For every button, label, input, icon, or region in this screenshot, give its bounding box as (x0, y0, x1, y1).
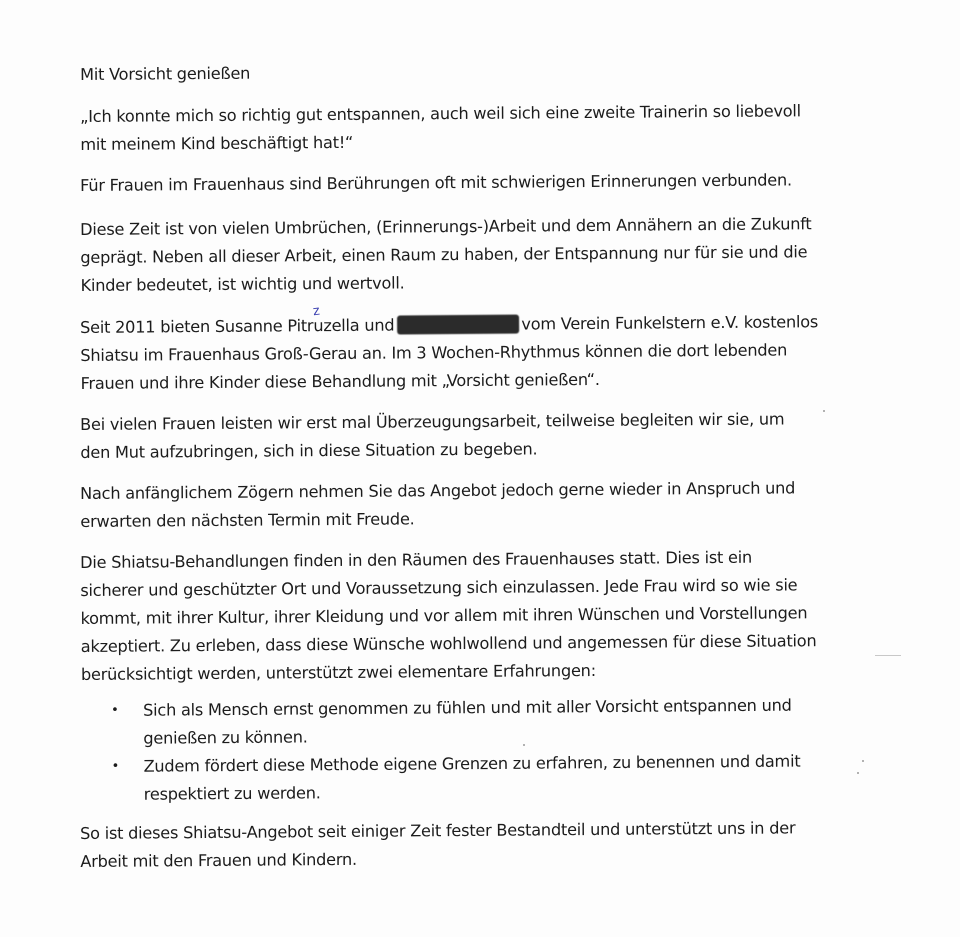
paragraph-line: Bei vielen Frauen leisten wir erst mal Überzeugungsarbeit, teilweise begleiten wir sie, um (80, 409, 785, 434)
paragraph-treatments (80, 543, 881, 689)
paragraph-line: geprägt. Neben all dieser Arbeit, einen Raum zu haben, der Entspannung nur für sie und die (80, 242, 808, 267)
paragraph-line: Für Frauen im Frauenhaus sind Berührungen oft mit schwierigen Erinnerungen verbunden. (80, 170, 792, 195)
scan-speck (875, 655, 901, 656)
scan-speck (857, 772, 859, 774)
line-text-before-redaction: Seit 2011 bieten Susanne Pitruzella und (80, 315, 395, 337)
paragraph-line: kommt, mit ihrer Kultur, ihrer Kleidung und vor allem mit ihren Wünschen und Vorstellungen (80, 603, 808, 628)
paragraph-line: Shiatsu im Frauenhaus Groß-Gerau an. Im 3 Wochen-Rhythmus können die dort lebenden (80, 340, 788, 365)
title-text: Mit Vorsicht genießen (80, 63, 251, 84)
list-item-line: genießen zu können. (143, 727, 308, 748)
paragraph-time (80, 210, 881, 300)
bullet-icon: • (111, 758, 120, 774)
redaction-bar (397, 315, 519, 335)
paragraph-intro (80, 166, 880, 200)
handwritten-correction-mark: z (311, 303, 321, 320)
scan-speck (862, 760, 864, 762)
list-item (108, 691, 908, 753)
document-title (80, 55, 880, 89)
paragraph-line: Die Shiatsu-Behandlungen finden in den Räumen des Frauenhauses statt. Dies ist ein (80, 547, 753, 572)
paragraph-line: Kinder bedeutet, ist wichtig und wertvoll. (80, 273, 405, 295)
paragraph-line: sicherer und geschützter Ort und Voraussetzung sich einzulassen. Jede Frau wird so wie sie (80, 575, 798, 600)
quote-line: mit meinem Kind beschäftigt hat!“ (80, 132, 354, 154)
paragraph-conclusion (80, 814, 880, 876)
list-item-line: Sich als Mensch ernst genommen zu fühlen und mit aller Vorsicht entspannen und (143, 695, 792, 720)
paragraph-line: berücksichtigt werden, unterstützt zwei elementare Erfahrungen: (80, 660, 596, 684)
scan-speck (523, 744, 525, 746)
experience-list (108, 691, 909, 809)
paragraph-line: So ist dieses Shiatsu-Angebot seit einiger Zeit fester Bestandteil und unterstützt uns in der (80, 818, 796, 843)
paragraph-line: Frauen und ihre Kinder diese Behandlung mit „Vorsicht genießen“. (80, 369, 600, 393)
list-item-line: respektiert zu werden. (143, 783, 321, 804)
paragraph-hesitation (80, 474, 880, 536)
paragraph-line: erwarten den nächsten Termin mit Freude. (80, 509, 415, 531)
scan-speck (823, 410, 825, 412)
paragraph-line: akzeptiert. Zu erleben, dass diese Wünsche wohlwollend und angemessen für diese Situation (80, 631, 817, 656)
paragraph-since-2011 (80, 308, 881, 398)
list-item (108, 747, 908, 809)
quote-line: „Ich konnte mich so richtig gut entspannen, auch weil sich eine zweite Trainerin so liebevoll (80, 101, 801, 126)
paragraph-line: Arbeit mit den Frauen und Kindern. (80, 849, 357, 871)
line-text-after-redaction: vom Verein Funkelstern e.V. kostenlos (521, 312, 819, 334)
paragraph-line: Nach anfänglichem Zögern nehmen Sie das Angebot jedoch gerne wieder in Anspruch und (80, 478, 796, 503)
paragraph-line: Diese Zeit ist von vielen Umbrüchen, (Erinnerungs-)Arbeit und dem Annähern an die Zukunft (80, 214, 812, 239)
quote-paragraph (80, 97, 880, 159)
paragraph-persuasion (80, 405, 880, 467)
bullet-icon: • (111, 702, 119, 718)
list-item-line: Zudem fördert diese Methode eigene Grenzen zu erfahren, zu benennen und damit (143, 751, 801, 776)
paragraph-line: den Mut aufzubringen, sich in diese Situation zu begeben. (80, 439, 538, 462)
